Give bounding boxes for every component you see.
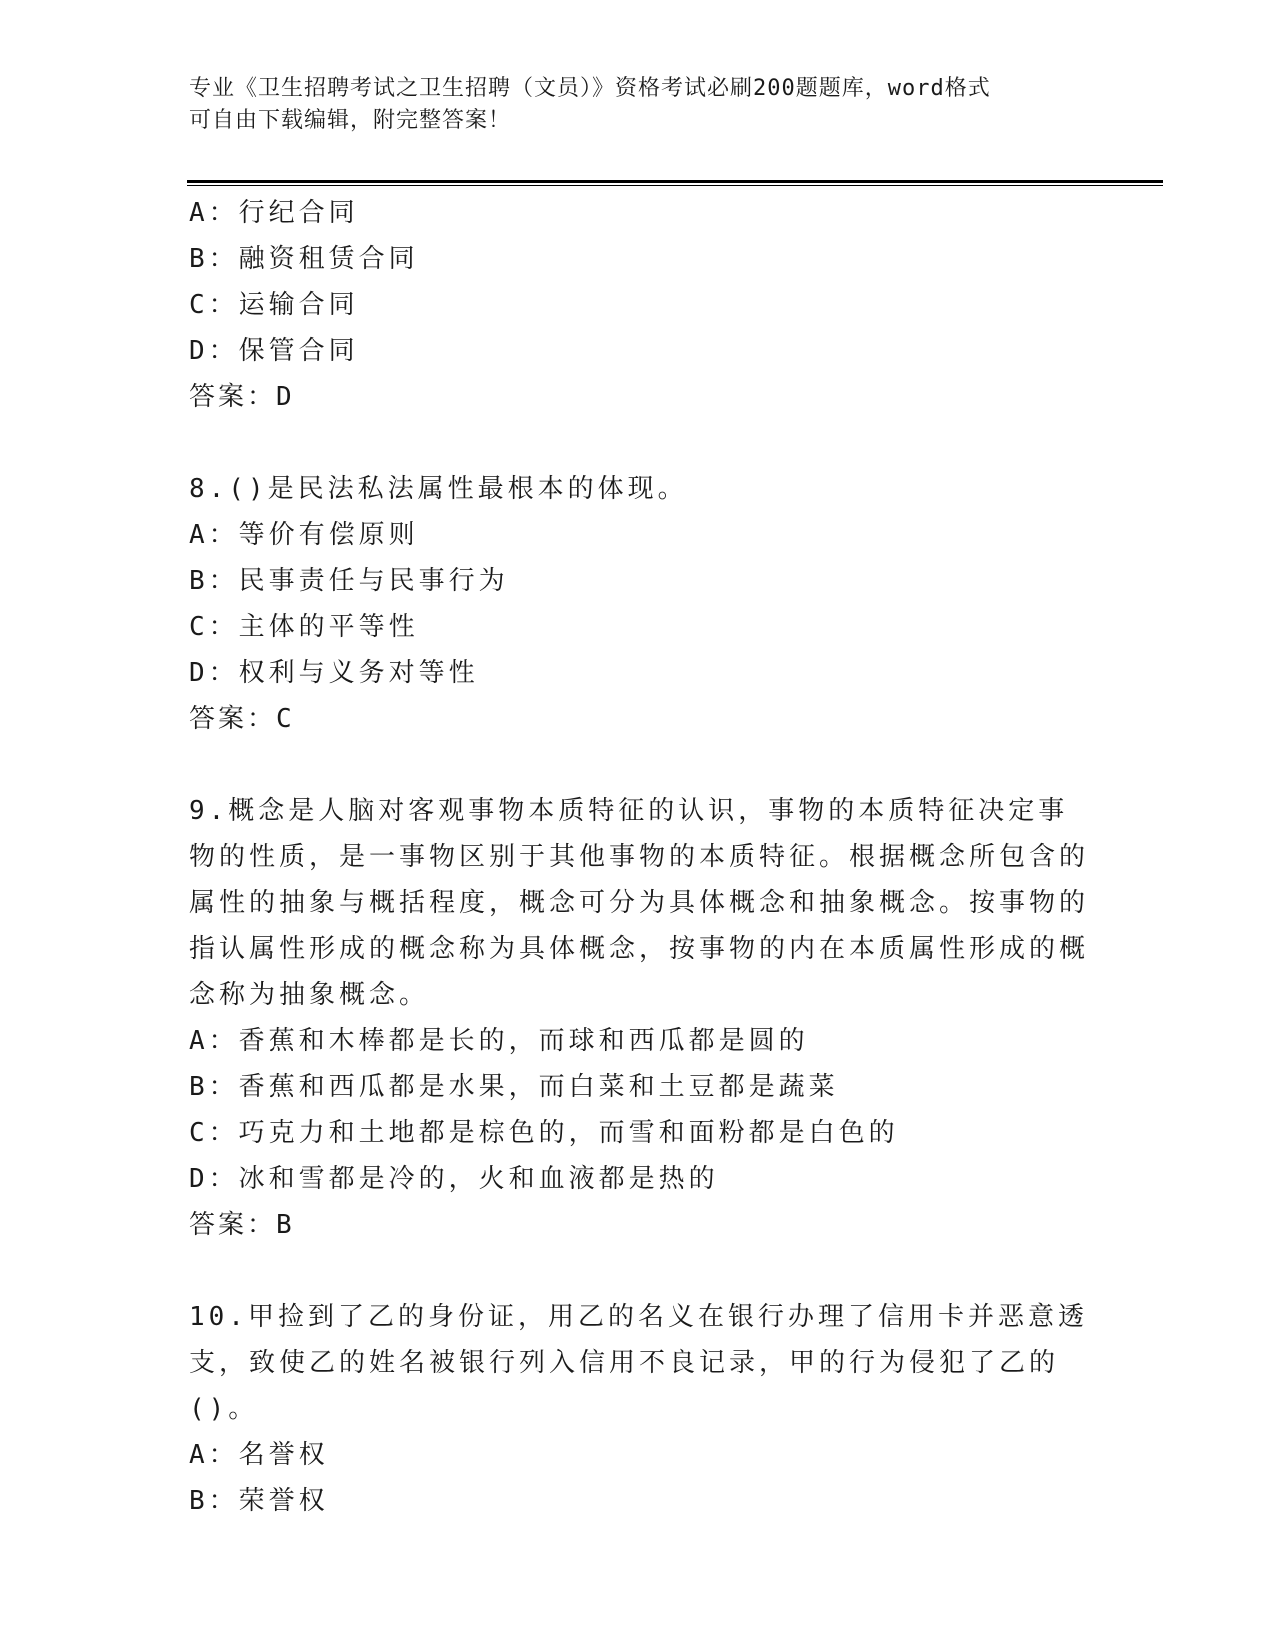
question-10	[189, 1294, 1089, 1524]
question-stem: 10.甲捡到了乙的身份证，用乙的名义在银行办理了信用卡并恶意透支，致使乙的姓名被银行列入信用不良记录，甲的行为侵犯了乙的()。	[189, 1302, 1088, 1424]
answer-line: 答案：B	[189, 1210, 295, 1240]
header-divider-thin	[187, 185, 1163, 186]
spacer	[189, 420, 1089, 466]
question-list	[189, 190, 1089, 1524]
spacer	[189, 742, 1089, 788]
option-a: A：名誉权	[189, 1440, 329, 1470]
spacer	[189, 1248, 1089, 1294]
answer-line: 答案：C	[189, 704, 295, 734]
option-c: C：运输合同	[189, 290, 359, 320]
option-c: C：主体的平等性	[189, 612, 419, 642]
option-b: B：荣誉权	[189, 1486, 329, 1516]
option-a: A：行纪合同	[189, 198, 359, 228]
question-stem: 8.()是民法私法属性最根本的体现。	[189, 474, 688, 504]
option-d: D：保管合同	[189, 336, 359, 366]
option-a: A：香蕉和木棒都是长的，而球和西瓜都是圆的	[189, 1026, 809, 1056]
answer-line: 答案：D	[189, 382, 295, 412]
question-7	[189, 190, 1089, 420]
option-d: D：冰和雪都是冷的，火和血液都是热的	[189, 1164, 719, 1194]
option-a: A：等价有偿原则	[189, 520, 419, 550]
header-divider-thick	[187, 180, 1163, 183]
option-c: C：巧克力和土地都是棕色的，而雪和面粉都是白色的	[189, 1118, 899, 1148]
header-line-1: 专业《卫生招聘考试之卫生招聘（文员）》资格考试必刷200题题库，word格式	[189, 76, 991, 101]
option-b: B：香蕉和西瓜都是水果，而白菜和土豆都是蔬菜	[189, 1072, 839, 1102]
question-9	[189, 788, 1089, 1248]
option-d: D：权利与义务对等性	[189, 658, 479, 688]
question-stem: 9.概念是人脑对客观事物本质特征的认识，事物的本质特征决定事物的性质，是一事物区别于其他事物的本质特征。根据概念所包含的属性的抽象与概括程度，概念可分为具体概念和抽象概念。按事物的指认属性形成的概念称为具体概念，按事物的内在本质属性形成的概念称为抽象概念。	[189, 796, 1090, 1010]
option-b: B：民事责任与民事行为	[189, 566, 509, 596]
document-header	[189, 73, 1089, 137]
header-line-2: 可自由下载编辑，附完整答案！	[189, 108, 512, 133]
question-8	[189, 466, 1089, 742]
option-b: B：融资租赁合同	[189, 244, 419, 274]
